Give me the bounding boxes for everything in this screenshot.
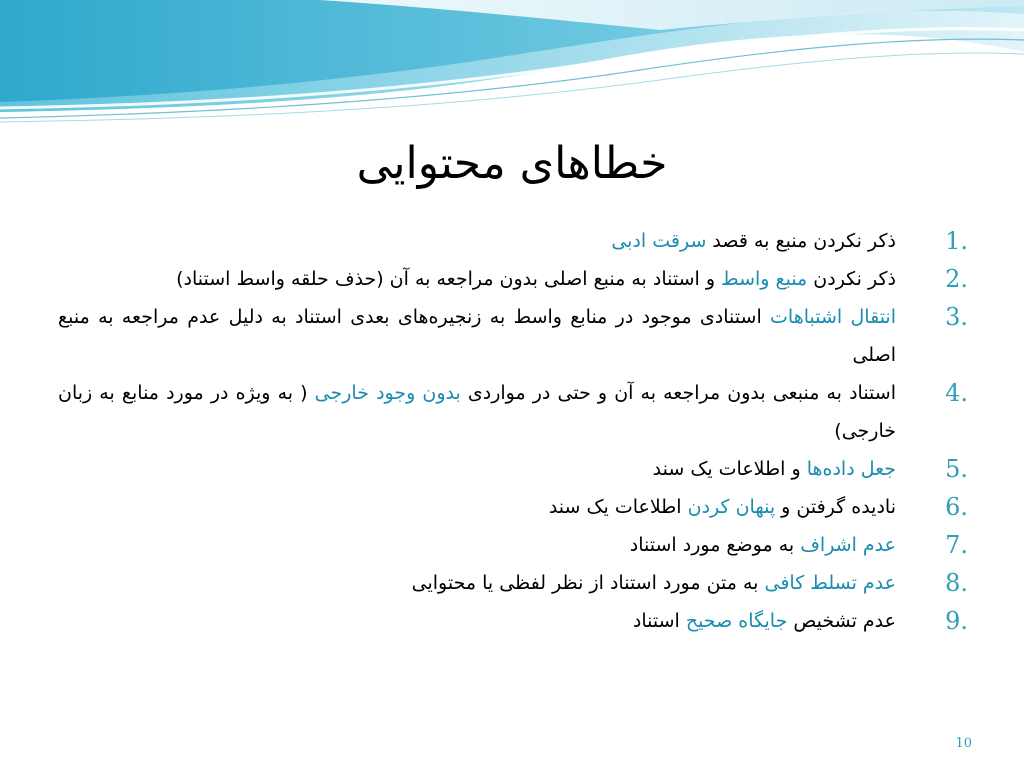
highlighted-term: منبع واسط <box>721 268 808 290</box>
header-wave-decoration <box>0 0 1024 130</box>
list-text <box>58 564 896 602</box>
list-item <box>58 222 968 260</box>
list-item <box>58 526 968 564</box>
highlighted-term: عدم اشراف <box>800 534 896 556</box>
list-text <box>58 450 896 488</box>
highlighted-term: جعل داده‌ها <box>806 458 896 480</box>
text-segment: ذکر نکردن منبع به قصد <box>706 230 896 252</box>
text-segment: اطلاعات یک سند <box>548 496 688 518</box>
list-item <box>58 450 968 488</box>
text-segment: استنادی موجود در منابع واسط به زنجیره‌های بعدی استناد به دلیل عدم مراجعه به منبع اصلی <box>58 306 896 366</box>
list-number: .4 <box>945 379 968 407</box>
text-segment: نادیده گرفتن و <box>775 496 896 518</box>
list-text <box>58 526 896 564</box>
list-text <box>58 298 896 374</box>
list-number: .9 <box>945 607 968 635</box>
list-text <box>58 602 896 640</box>
list-item <box>58 602 968 640</box>
slide-title: خطاهای محتوایی <box>356 138 668 189</box>
highlighted-term: عدم تسلط کافی <box>764 572 896 594</box>
list-number: .6 <box>945 493 968 521</box>
highlighted-term: انتقال اشتباهات <box>770 306 896 328</box>
list-item <box>58 260 968 298</box>
text-segment: ( به ویژه در مورد منابع به زبان خارجی) <box>58 382 896 442</box>
list-text <box>58 374 896 450</box>
list-item <box>58 564 968 602</box>
text-segment: استناد به منبعی بدون مراجعه به آن و حتی در مواردی <box>460 382 896 404</box>
list-item <box>58 374 968 450</box>
text-segment: به متن مورد استناد از نظر لفظی یا محتوایی <box>411 572 765 594</box>
highlighted-term: پنهان کردن <box>687 496 776 518</box>
list-item <box>58 298 968 374</box>
highlighted-term: بدون وجود خارجی <box>314 382 461 404</box>
highlighted-term: جایگاه صحیح <box>685 610 788 632</box>
content-list <box>58 222 968 640</box>
text-segment: استناد <box>632 610 686 632</box>
list-number: .7 <box>945 531 968 559</box>
text-segment: عدم تشخیص <box>787 610 896 632</box>
list-text <box>58 488 896 526</box>
text-segment: و استناد به منبع اصلی بدون مراجعه به آن (حذف حلقه واسط استناد) <box>176 268 722 290</box>
list-item <box>58 488 968 526</box>
list-number: .1 <box>945 227 968 255</box>
list-number: .3 <box>945 303 968 331</box>
list-number: .5 <box>945 455 968 483</box>
list-text <box>58 260 896 298</box>
list-number: .8 <box>945 569 968 597</box>
highlighted-term: سرقت ادبی <box>611 230 707 252</box>
text-segment: به موضع مورد استناد <box>629 534 801 556</box>
list-text <box>58 222 896 260</box>
page-number: 10 <box>955 736 972 751</box>
list-number: .2 <box>945 265 968 293</box>
text-segment: ذکر نکردن <box>807 268 896 290</box>
text-segment: و اطلاعات یک سند <box>652 458 807 480</box>
